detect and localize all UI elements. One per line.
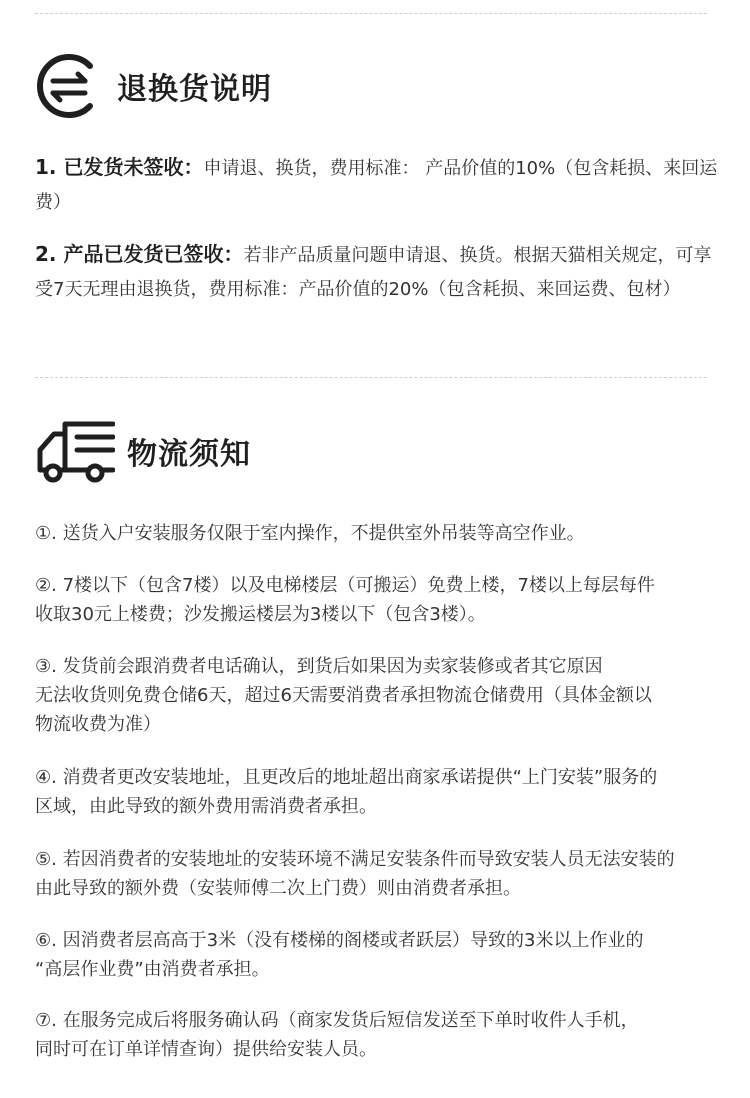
logistics-item-3 [35,652,735,739]
logistics-item-4 [35,763,735,821]
item-line: ④. 消费者更改安装地址，且更改后的地址超出商家承诺提供“上门安装”服务的 [35,767,658,788]
returns-item-label: 2. 产品已发货已签收： [35,242,244,266]
returns-item-label: 1. 已发货未签收： [35,155,204,179]
item-line: 无法收货则免费仓储6天，超过6天需要消费者承担物流仓储费用（具体金额以 [35,685,652,706]
returns-section-header [35,52,272,120]
item-line: 物流收费为准） [35,714,161,735]
item-line: ⑤. 若因消费者的安装地址的安装环境不满足安装条件而导致安装人员无法安装的 [35,849,675,870]
delivery-truck-icon [35,418,115,484]
item-line: 区域，由此导致的额外费用需消费者承担。 [35,796,377,817]
returns-item-text: 若非产品质量问题申请退、换货。根据天猫相关规定，可享受7天无理由退换货，费用标准：产品价值的20%（包含耗损、来回运费、包材） [35,245,712,300]
item-line: ②. 7楼以下（包含7楼）以及电梯楼层（可搬运）免费上楼，7楼以上每层每件 [35,575,655,596]
returns-item-text: 申请退、换货，费用标准： 产品价值的10%（包含耗损、来回运费） [35,158,718,213]
item-line: ①. 送货入户安装服务仅限于室内操作，不提供室外吊装等高空作业。 [35,523,585,544]
returns-item-1 [35,150,725,220]
returns-title: 退换货说明 [117,72,272,107]
logistics-item-5 [35,845,735,903]
item-line: 由此导致的额外费（安装师傅二次上门费）则由消费者承担。 [35,878,521,899]
item-line: ③. 发货前会跟消费者电话确认，到货后如果因为卖家装修或者其它原因 [35,656,603,677]
logistics-title: 物流须知 [127,437,251,472]
logistics-item-1 [35,519,735,548]
logistics-item-7 [35,1006,735,1064]
top-divider [35,13,707,14]
item-line: 同时可在订单详情查询）提供给安装人员。 [35,1039,377,1060]
item-line: “高层作业费”由消费者承担。 [35,959,270,980]
item-line: 收取30元上楼费；沙发搬运楼层为3楼以下（包含3楼）。 [35,604,486,625]
returns-item-2 [35,237,725,307]
logistics-section-header [35,418,251,484]
exchange-arrows-icon [35,52,103,120]
section-divider [35,377,707,378]
logistics-item-2 [35,571,735,629]
logistics-item-6 [35,926,735,984]
item-line: ⑥. 因消费者层高高于3米（没有楼梯的阁楼或者跃层）导致的3米以上作业的 [35,930,644,951]
item-line: ⑦. 在服务完成后将服务确认码（商家发货后短信发送至下单时收件人手机， [35,1010,639,1031]
